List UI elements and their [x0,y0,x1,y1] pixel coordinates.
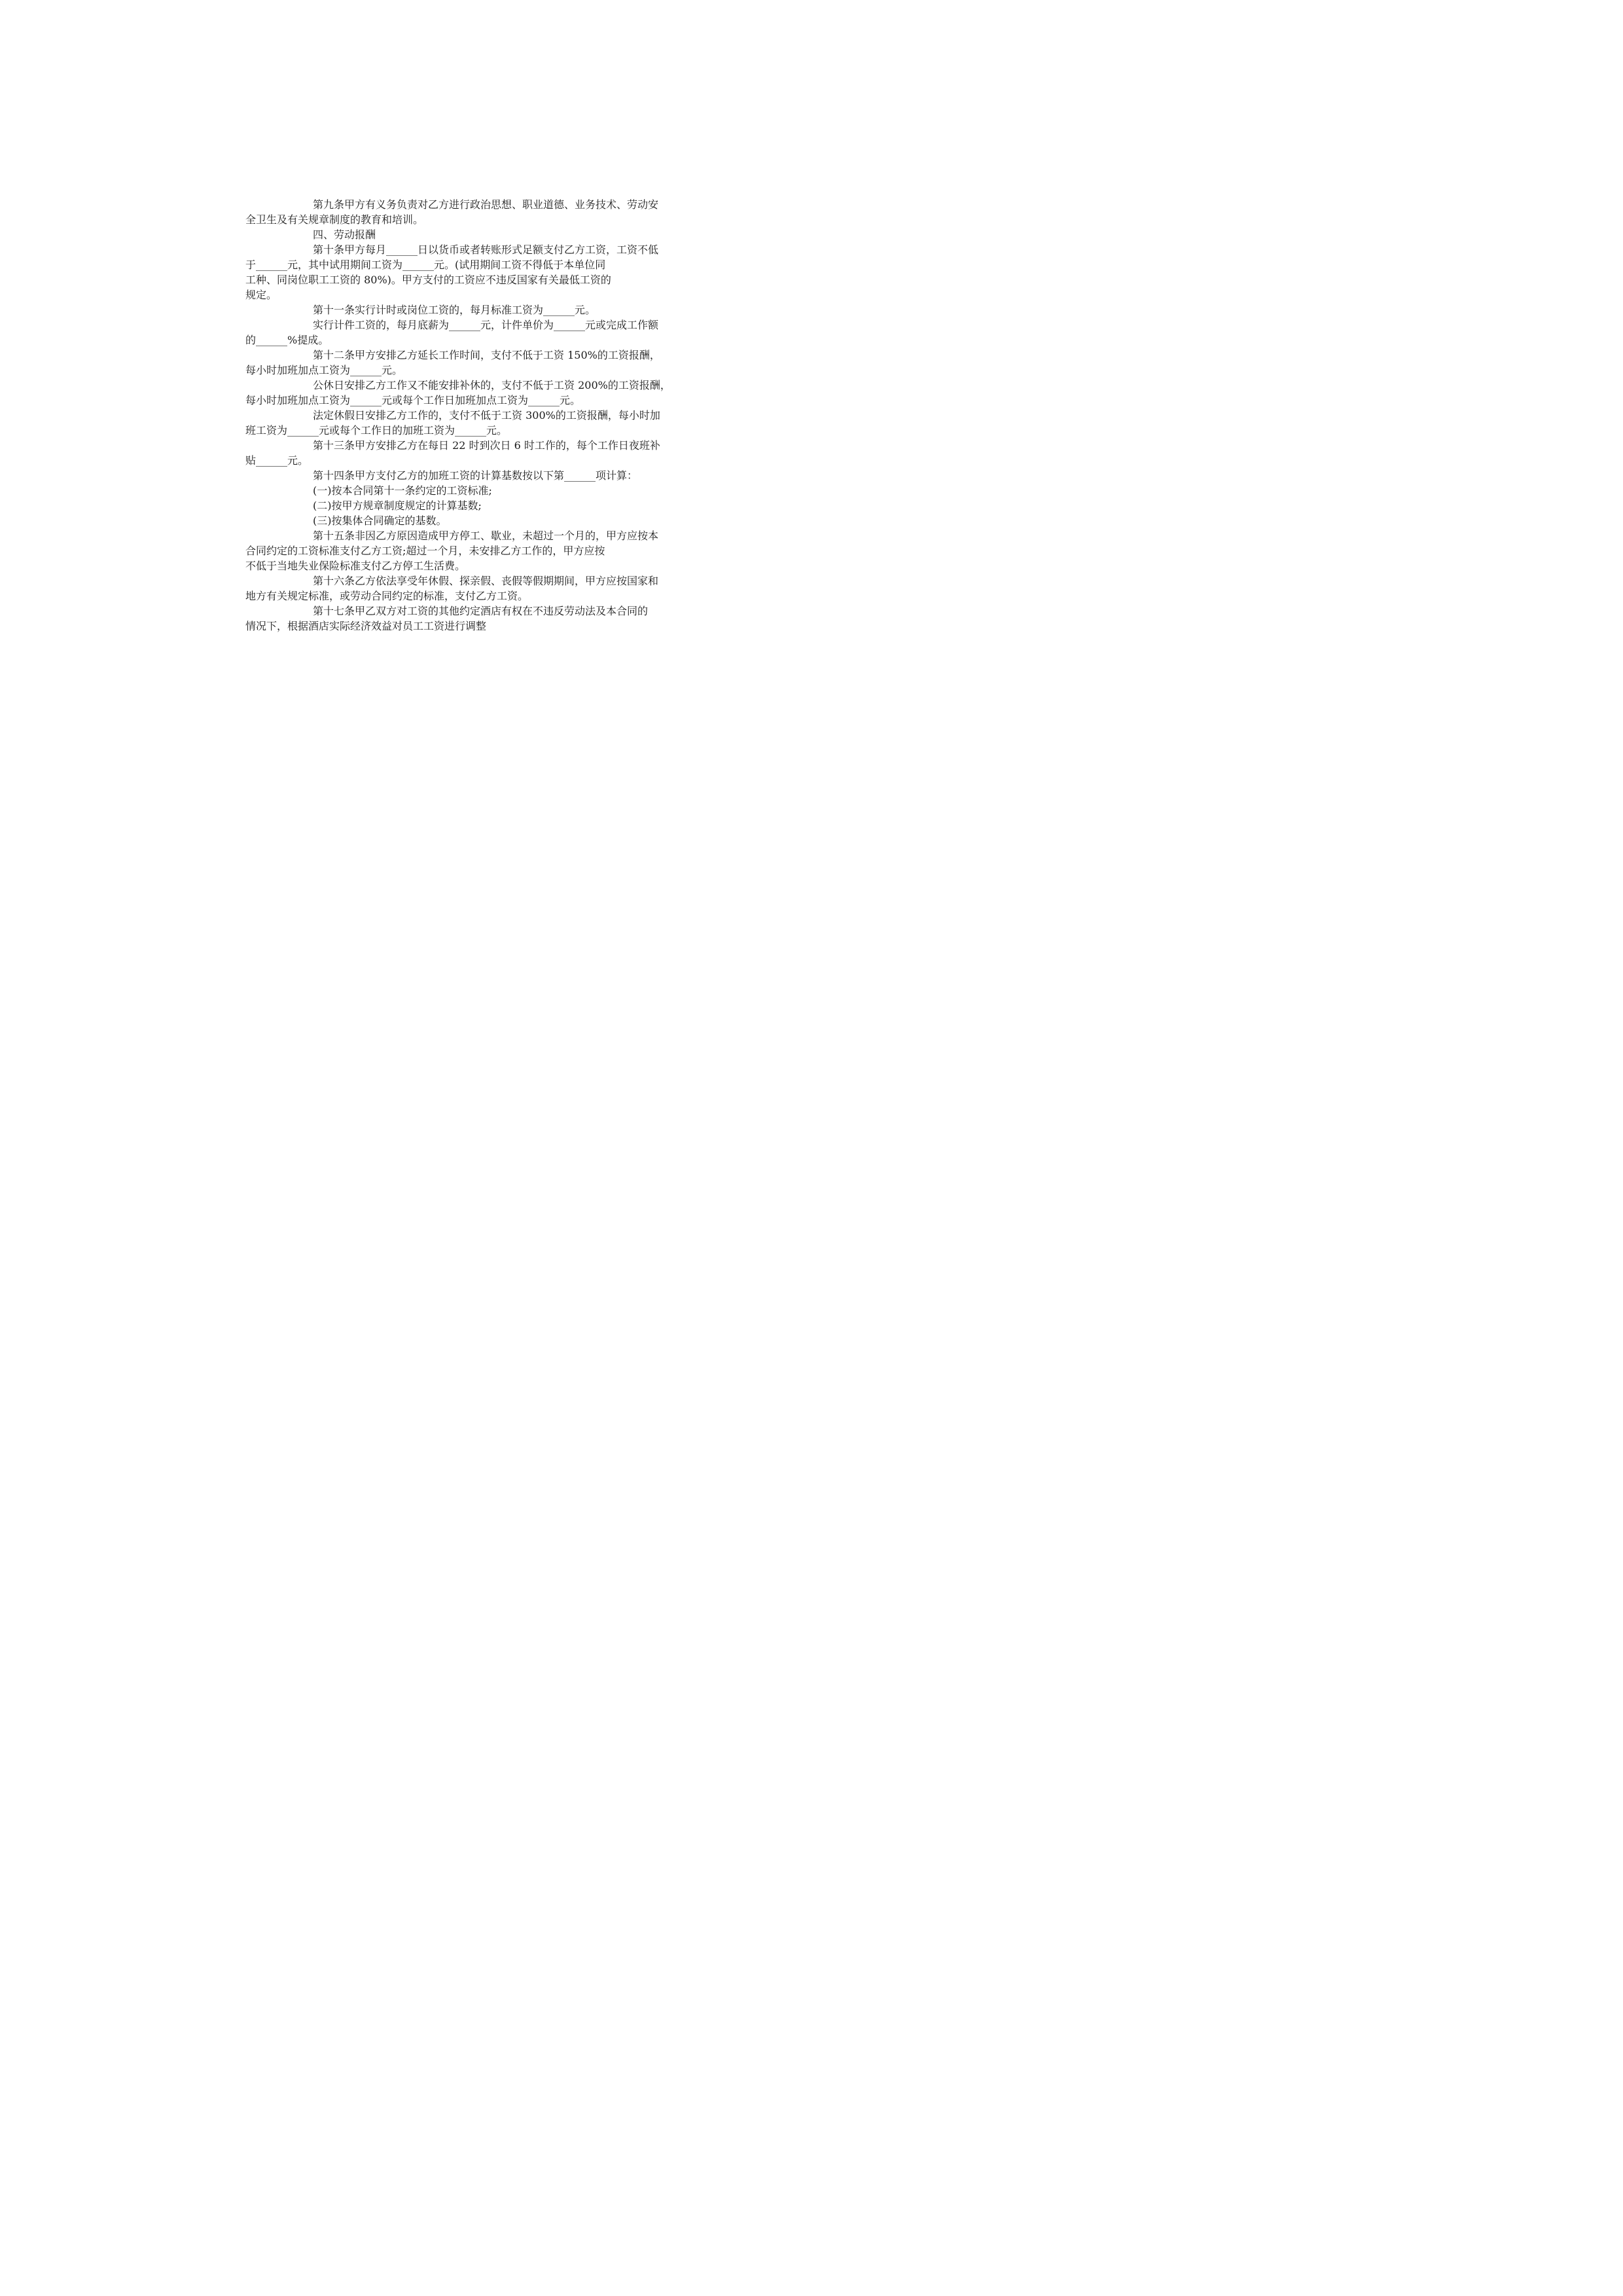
text-line: 规定。 [245,289,277,301]
text-line: 第十一条实行计时或岗位工资的，每月标准工资为______元。 [313,304,596,316]
text-line: 每小时加班加点工资为______元。 [245,364,403,376]
document-page [245,196,1381,633]
text-line: 情况下，根据酒店实际经济效益对员工工资进行调整 [245,620,487,632]
text-line: 工种、同岗位职工工资的 80%)。甲方支付的工资应不违反国家有关最低工资的 [245,274,611,286]
list-item: (二)按甲方规章制度规定的计算基数; [313,499,482,512]
text-line: 于______元，其中试用期间工资为______元。(试用期间工资不得低于本单位同 [245,259,606,271]
text-line: 第十四条甲方支付乙方的加班工资的计算基数按以下第______项计算： [313,469,638,482]
text-line: 贴______元。 [245,454,309,467]
section-heading: 四、劳动报酬 [313,228,376,241]
text-line: 实行计件工资的，每月底薪为______元，计件单价为______元或完成工作额 [313,319,659,331]
text-line: 班工资为______元或每个工作日的加班工资为______元。 [245,424,508,437]
text-line: 每小时加班加点工资为______元或每个工作日加班加点工资为______元。 [245,394,581,406]
text-line: 第十七条甲乙双方对工资的其他约定酒店有权在不违反劳动法及本合同的 [313,605,649,617]
text-line: 法定休假日安排乙方工作的，支付不低于工资 300%的工资报酬，每小时加 [313,409,660,422]
text-line: 公休日安排乙方工作又不能安排补休的，支付不低于工资 200%的工资报酬， [313,379,671,391]
text-line: 第十五条非因乙方原因造成甲方停工、歇业，未超过一个月的，甲方应按本 [313,529,659,542]
text-line: 不低于当地失业保险标准支付乙方停工生活费。 [245,560,466,572]
text-line: 第十二条甲方安排乙方延长工作时间，支付不低于工资 150%的工资报酬， [313,349,660,361]
text-line: 的______%提成。 [245,334,329,346]
text-line: 地方有关规定标准，或劳动合同约定的标准，支付乙方工资。 [245,590,529,602]
list-item: (一)按本合同第十一条约定的工资标准; [313,484,492,497]
text-line: 第九条甲方有义务负责对乙方进行政治思想、职业道德、业务技术、劳动安 [313,198,659,211]
list-item: (三)按集体合同确定的基数。 [313,514,447,527]
text-line: 第十三条甲方安排乙方在每日 22 时到次日 6 时工作的，每个工作日夜班补 [313,439,660,452]
text-line: 第十条甲方每月______日以货币或者转账形式足额支付乙方工资，工资不低 [313,243,659,256]
text-line: 合同约定的工资标准支付乙方工资;超过一个月，未安排乙方工作的，甲方应按 [245,545,605,557]
text-line: 第十六条乙方依法享受年休假、探亲假、丧假等假期期间，甲方应按国家和 [313,575,659,587]
text-line: 全卫生及有关规章制度的教育和培训。 [245,213,424,226]
